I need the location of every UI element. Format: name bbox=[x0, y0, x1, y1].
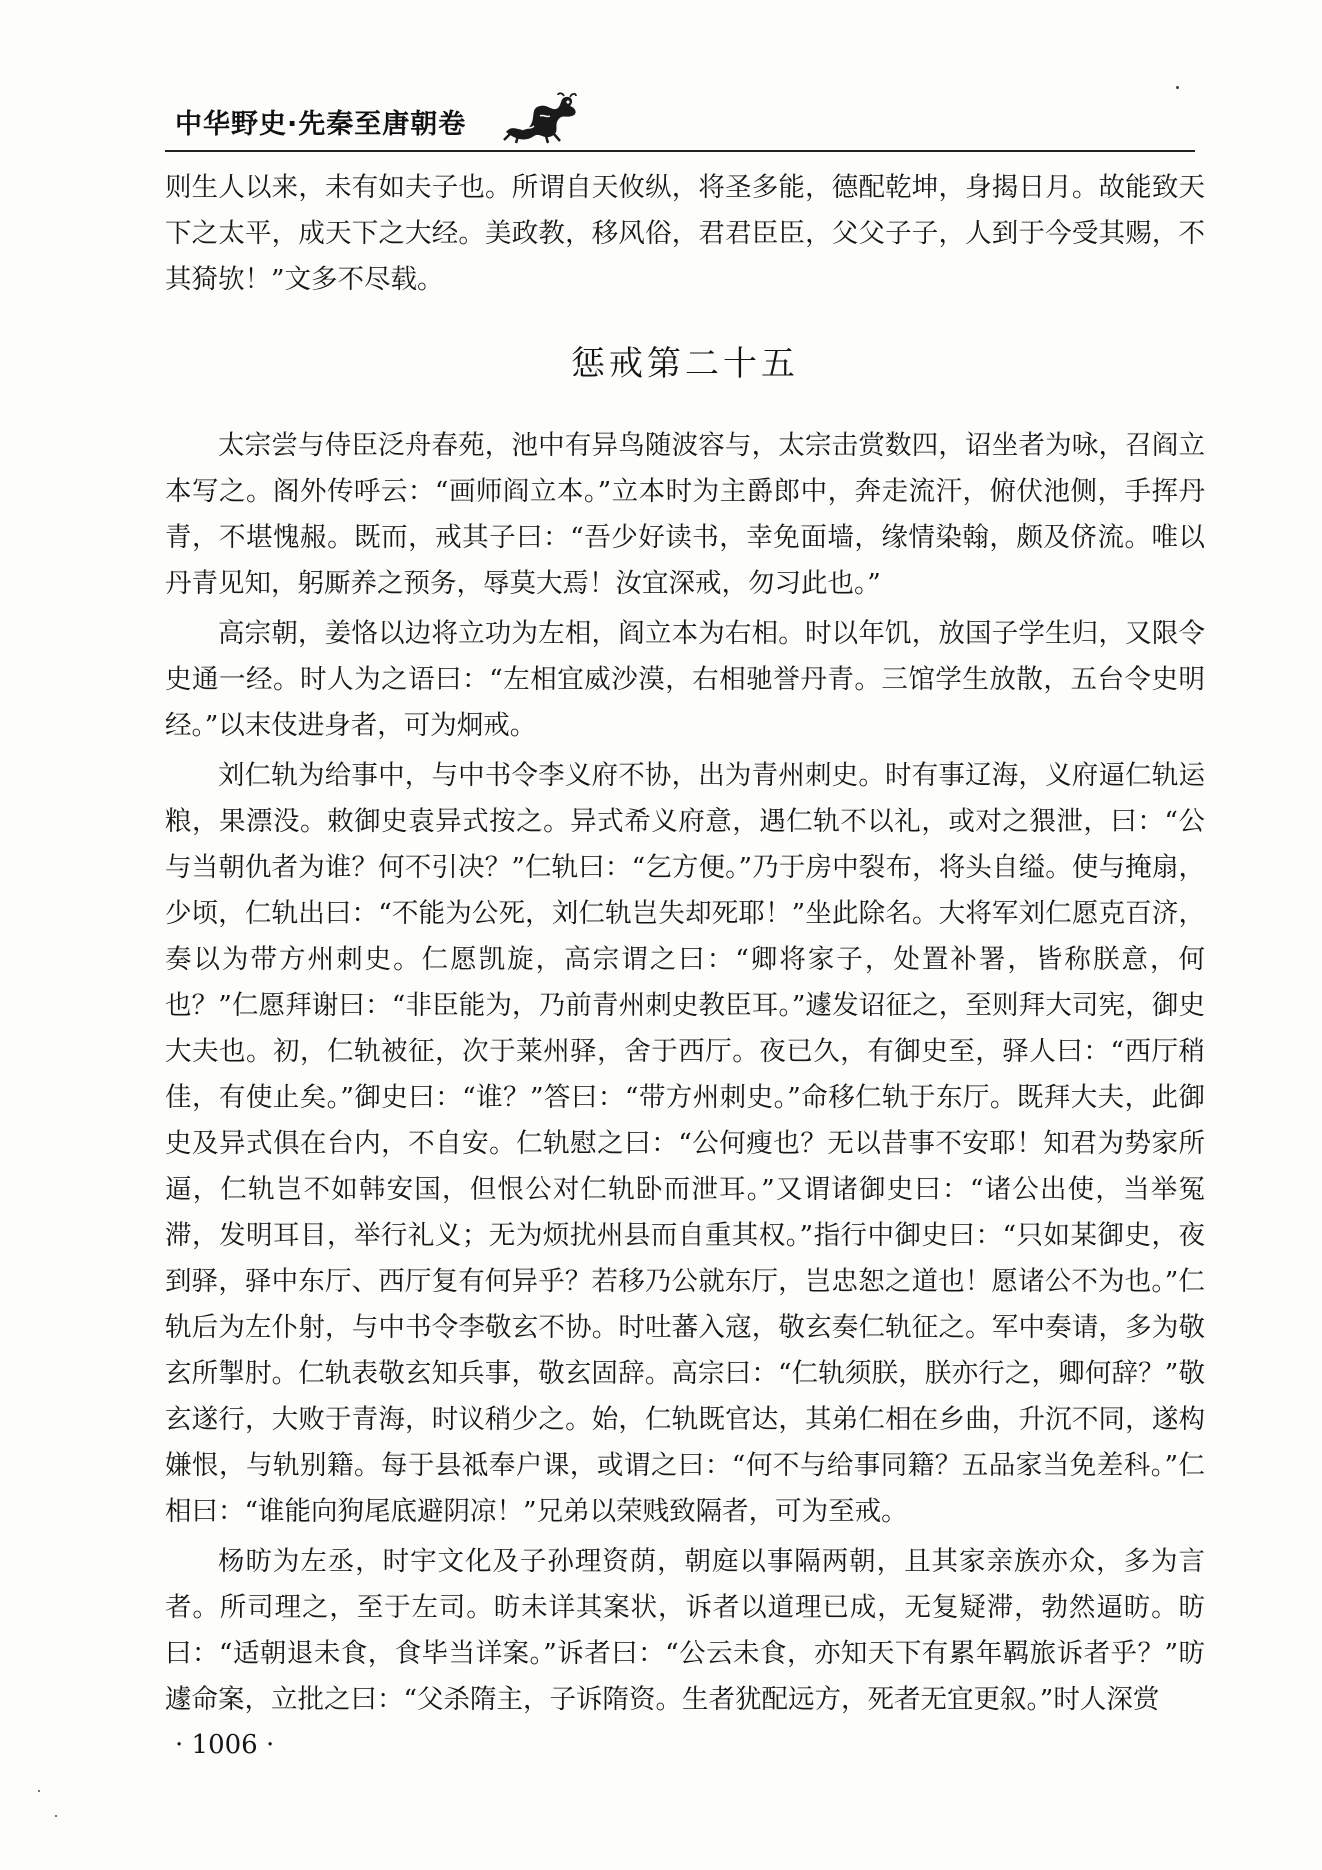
paragraph: 刘仁轨为给事中，与中书令李义府不协，出为青州刺史。时有事辽海，义府逼仁轨运粮，果漂没。敕御史袁异式按之。异式希义府意，遇仁轨不以礼，或对之猥泄，曰：“公与当朝仇者为谁？何不引决？”仁轨曰：“乞方便。”乃于房中裂布，将头自缢。使与掩扇，少顷，仁轨出曰：“不能为公死，刘仁轨岂失却死耶！”坐此除名。大将军刘仁愿克百济，奏以为带方州刺史。仁愿凯旋，高宗谓之曰：“卿将家子，处置补署，皆称朕意，何也？”仁愿拜谢曰：“非臣能为，乃前青州刺史教臣耳。”遽发诏征之，至则拜大司宪，御史大夫也。初，仁轨被征，次于莱州驿，舍于西厅。夜已久，有御史至，驿人曰：“西厅稍佳，有使止矣。”御史曰：“谁？”答曰：“带方州刺史。”命移仁轨于东厅。既拜大夫，此御史及异式俱在台内，不自安。仁轨慰之曰：“公何瘦也？无以昔事不安耶！知君为势家所逼，仁轨岂不如韩安国，但恨公对仁轨卧而泄耳。”又谓诸御史曰：“诸公出使，当举冤滞，发明耳目，举行礼义；无为烦扰州县而自重其权。”指行中御史曰：“只如某御史，夜到驿，驿中东厅、西厅复有何异乎？若移乃公就东厅，岂忠恕之道也！愿诸公不为也。”仁轨后为左仆射，与中书令李敬玄不协。时吐蕃入寇，敬玄奏仁轨征之。军中奏请，多为敬玄所掣肘。仁轨表敬玄知兵事，敬玄固辞。高宗曰：“仁轨须朕，朕亦行之，卿何辞？”敬玄遂行，大败于青海，时议稍少之。始，仁轨既官达，其弟仁相在乡曲，升沉不同，遂构嫌恨，与轨别籍。每于县祗奉户课，或谓之曰：“何不与给事同籍？五品家当免差科。”仁相曰：“谁能向狗尾底避阴凉！”兄弟以荣贱致隔者，可为至戒。 bbox=[165, 760, 1205, 1527]
header-rule bbox=[165, 150, 1195, 152]
running-header-title: 中华野史·先秦至唐朝卷 bbox=[175, 109, 467, 140]
body-text bbox=[165, 165, 1205, 1727]
scan-speck bbox=[1176, 86, 1179, 89]
dragon-emblem-icon bbox=[500, 92, 580, 144]
page-number: · 1006 · bbox=[175, 1730, 275, 1760]
paragraph: 高宗朝，姜恪以边将立功为左相，阎立本为右相。时以年饥，放国子学生归，又限令史通一经。时人为之语曰：“左相宜威沙漠，右相驰誉丹青。三馆学生放散，五台令史明经。”以末伎进身者，可为炯戒。 bbox=[165, 618, 1205, 741]
paragraph: 则生人以来，未有如夫子也。所谓自天攸纵，将圣多能，德配乾坤，身揭日月。故能致天下之太平，成天下之大经。美政教，移风俗，君君臣臣，父父子子，人到于今受其赐，不其猗欤！”文多不尽载。 bbox=[165, 172, 1205, 295]
paragraph: 杨昉为左丞，时宇文化及子孙理资荫，朝庭以事隔两朝，且其家亲族亦众，多为言者。所司理之，至于左司。昉未详其案状，诉者以道理已成，无复疑滞，勃然逼昉。昉曰：“适朝退未食，食毕当详案。”诉者曰：“公云未食，亦知天下有累年羁旅诉者乎？”昉遽命案，立批之曰：“父杀隋主，子诉隋资。生者犹配远方，死者无宜更叙。”时人深赏 bbox=[165, 1546, 1205, 1715]
running-header bbox=[165, 92, 1215, 152]
section-title: 惩戒第二十五 bbox=[571, 344, 799, 384]
paragraph: 太宗尝与侍臣泛舟春苑，池中有异鸟随波容与，太宗击赏数四，诏坐者为咏，召阎立本写之。阁外传呼云：“画师阎立本。”立本时为主爵郎中，奔走流汗，俯伏池侧，手挥丹青，不堪愧赧。既而，戒其子曰：“吾少好读书，幸免面墙，缘情染翰，颇及侪流。唯以丹青见知，躬厮养之预务，辱莫大焉！汝宜深戒，勿习此也。” bbox=[165, 430, 1205, 599]
scan-speck bbox=[55, 1815, 57, 1817]
scan-speck bbox=[38, 1790, 40, 1792]
